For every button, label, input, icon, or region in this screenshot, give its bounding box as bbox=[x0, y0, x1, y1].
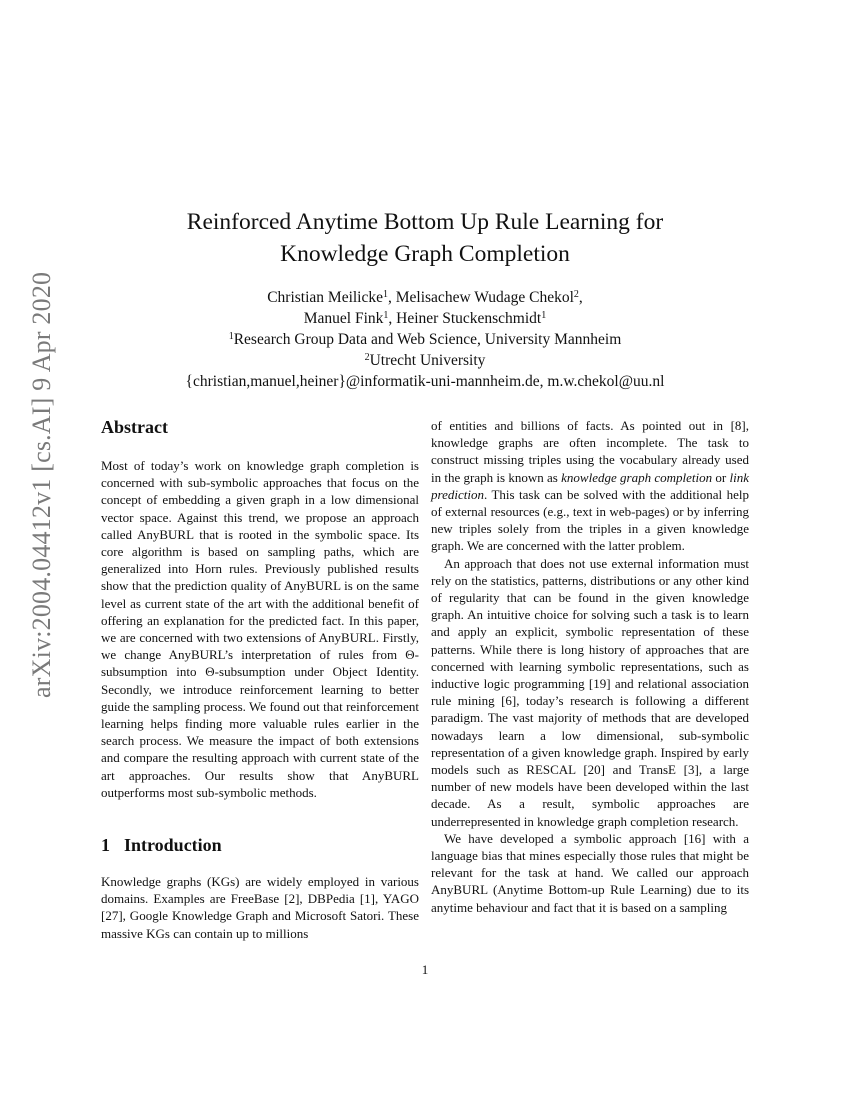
abstract-text: Most of today’s work on knowledge graph completion is concerned with sub-symbolic approaches that focus on the concept of embedding a given graph in a low dimensional vector space. Against this trend, we propose an approach called AnyBURL that is rooted in the symbolic space. Its core algorithm is based on sampling paths, which are generalized into Horn rules. Previously published results show that the prediction quality of AnyBURL is on the same level as current state of the art with the additional benefit of offering an explanation for the predicted fact. In this paper, we are concerned with two extensions of AnyBURL. Firstly, we change AnyBURL’s interpretation of rules from Θ-subsumption into Θ-subsumption under Object Identity. Secondly, we introduce reinforcement learning to better guide the sampling process. We found out that reinforcement learning helps finding more valuable rules earlier in the search process. We measure the impact of both extensions and compare the resulting approach with current state of the art approaches. Our results show that AnyBURL outperforms most sub-symbolic methods. bbox=[101, 458, 419, 800]
introduction-section bbox=[101, 873, 419, 942]
right-paragraph-3: We have developed a symbolic approach [16] with a language bias that mines especially those rules that might be relevant for the task at hand. We called our approach AnyBURL (Anytime Bottom-up Rule Learning) due to its anytime behaviour and fact that it is based on a sampling bbox=[431, 830, 749, 915]
right-paragraph-2: An approach that does not use external information must rely on the statistics, patterns, distributions or any other kind of regularity that can be found in the given knowledge graph. An intuitive choice for solving such a task is to learn and apply an explicit, symbolic representation of these patterns. While there is long history of approaches that are concerned with learning symbolic representations, such as inductive logic programming [19] and relational association rule mining [6], today’s research is following a different paradigm. The vast majority of methods that are developed nowadays learn a low dimensional, sub-symbolic representation of a given knowledge graph. Inspired by early models such as RESCAL [20] and TransE [3], a large number of new models have been developed within the last decade. As a result, symbolic approaches are underrepresented in knowledge graph completion research. bbox=[431, 555, 749, 829]
affiliation-2 bbox=[100, 350, 750, 371]
author-emails: {christian,manuel,heiner}@informatik-uni-mannheim.de, m.w.chekol@uu.nl bbox=[185, 373, 665, 390]
intro-paragraph-1: Knowledge graphs (KGs) are widely employed in various domains. Examples are FreeBase [2], DBPedia [1], YAGO [27], Google Knowledge Graph and Microsoft Satori. These massive KGs can contain up to millions bbox=[101, 874, 419, 941]
page-number: 1 bbox=[421, 962, 429, 977]
arxiv-identifier: arXiv:2004.04412v1 [cs.AI] 9 Apr 2020 bbox=[27, 271, 56, 699]
author-name: , Melisachew Wudage Chekol bbox=[388, 289, 574, 306]
affiliation-text: Utrecht University bbox=[369, 352, 486, 369]
abstract-heading: Abstract bbox=[101, 417, 168, 437]
text-run: of entities and billions of facts. As pointed out in [8], knowledge graphs are often incomplete. The task to construct missing triples using the vocabulary already used in the graph is known as bbox=[431, 418, 749, 485]
affiliation-mark: 2 bbox=[364, 352, 370, 363]
affiliation-mark: 2 bbox=[573, 289, 579, 300]
author-name: Christian Meilicke bbox=[267, 289, 383, 306]
affiliation-mark: 1 bbox=[383, 289, 388, 300]
text-run: . This task can be solved with the additional help of external resources (e.g., text in web-pages) or by inferring new triples solely from the triples in a given knowledge graph. We are concerned with the latter problem. bbox=[431, 486, 749, 554]
author-name: , Heiner Stuckenschmidt bbox=[388, 310, 542, 327]
author-line-1 bbox=[100, 287, 750, 308]
term-link-prediction: link prediction bbox=[431, 469, 749, 502]
affiliation-mark: 1 bbox=[541, 310, 547, 321]
title-line-2: Knowledge Graph Completion bbox=[280, 241, 570, 267]
affiliation-1 bbox=[100, 329, 750, 350]
right-paragraph-1 bbox=[431, 417, 749, 555]
affiliation-mark: 1 bbox=[228, 331, 234, 342]
term-knowledge-graph-completion: knowledge graph completion bbox=[561, 469, 713, 485]
section-number: 1 bbox=[101, 835, 110, 855]
text-run: or bbox=[712, 469, 730, 485]
author-line-2 bbox=[100, 308, 750, 329]
affiliation-text: Research Group Data and Web Science, University Mannheim bbox=[233, 331, 622, 348]
affiliation-mark: 1 bbox=[383, 310, 389, 321]
section-title: Introduction bbox=[124, 835, 222, 855]
abstract-section bbox=[101, 457, 419, 801]
author-name: Manuel Fink bbox=[303, 310, 384, 327]
separator: , bbox=[578, 289, 583, 306]
right-column bbox=[431, 417, 749, 916]
paper-title bbox=[100, 206, 750, 270]
title-line-1: Reinforced Anytime Bottom Up Rule Learning for bbox=[186, 209, 664, 235]
introduction-heading bbox=[101, 835, 222, 856]
author-block bbox=[100, 287, 750, 392]
